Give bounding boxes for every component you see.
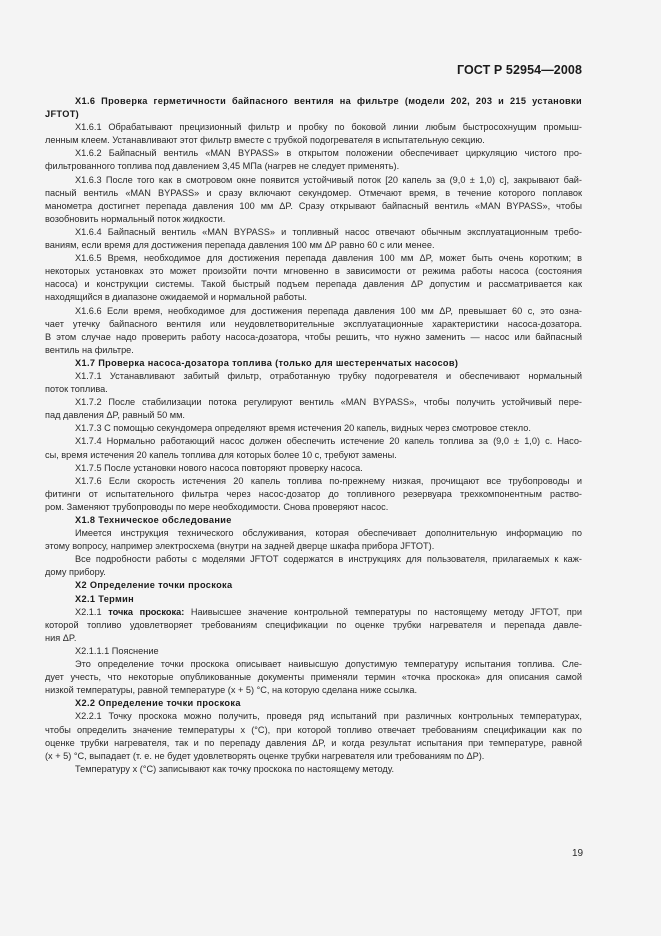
text-line: ния ΔP. bbox=[45, 632, 77, 643]
text-line: фильтрованного топлива под давлением 3,45 МПа (нагрев не следует применять). bbox=[45, 161, 400, 172]
section-heading-line: X2.2 Определение точки проскока bbox=[75, 698, 241, 709]
text-line: X2.1.1.1 Пояснение bbox=[75, 645, 159, 656]
text-line: дует учесть, что некоторые опубликованные документы применяли термин «точка проскока» для описания самой bbox=[45, 672, 582, 683]
text-line: X1.6.6 Если время, необходимое для достижения перепада давления 100 мм ΔP, превышает 60 с, это озна- bbox=[75, 305, 582, 316]
text-line: X1.7.5 После установки нового насоса повторяют проверку насоса. bbox=[75, 462, 363, 473]
text-line: ваниям, если время для достижения перепада давления 100 мм ΔP равно 60 с или менее. bbox=[45, 240, 435, 251]
text-line: поток топлива. bbox=[45, 384, 108, 395]
text-line: X1.7.3 С помощью секундомера определяют время истечения 20 капель, видных через смотровое стекло. bbox=[75, 423, 531, 434]
text-line: X1.6.3 После того как в смотровом окне появится устойчивый поток [20 капель за (9,0 ± 1,0) с], закрывают бай- bbox=[75, 174, 582, 185]
text-line: X1.6.5 Время, необходимое для достижения перепада давления 100 мм ΔP, может быть очень коротким; в bbox=[75, 253, 582, 264]
text-line: X2.2.1 Точку проскока можно получить, проведя ряд испытаний при различных контрольных температурах, bbox=[75, 711, 582, 722]
document-code-header: ГОСТ Р 52954—2008 bbox=[456, 63, 582, 77]
text-line: X1.7.4 Нормально работающий насос должен обеспечить истечение 20 капель топлива за (9,0 ± 1,0) с. Насо- bbox=[75, 436, 582, 447]
text-line: которой топливо удовлетворяет требованиям спецификации по оценке трубки нагревателя и перепада давле- bbox=[45, 619, 582, 630]
text-line: чает утечку байпасного вентиля или неудовлетворительные эксплуатационные характеристики насоса-дозатора. bbox=[45, 318, 582, 329]
text-line: X1.7.6 Если скорость истечения 20 капель топлива по-прежнему низкая, прочищают все трубопроводы и bbox=[75, 475, 582, 486]
text-line: фитинги от испытательного фильтра через насос-дозатор до топливного резервуара трехкомпонентным раство- bbox=[45, 488, 582, 499]
text-line: (x + 5) °С, выпадает (т. е. не будет удовлетворять оценке трубки нагревателя или требованиям по ΔP). bbox=[45, 750, 485, 761]
text-line: этому вопросу, например электросхема (внутри на задней дверце шкафа прибора JFTOT). bbox=[45, 541, 435, 552]
section-heading-line: X1.7 Проверка насоса-дозатора топлива (только для шестеренчатых насосов) bbox=[75, 357, 459, 368]
text-line: X1.7.2 После стабилизации потока регулируют вентиль «MAN BYPASS», чтобы получить устойчивый пере- bbox=[75, 397, 582, 408]
text-line: вентиль на фильтре. bbox=[45, 344, 134, 355]
section-heading-line: JFTOT) bbox=[45, 109, 80, 120]
text-line: X1.6.2 Байпасный вентиль «MAN BYPASS» в открытом положении обеспечивает циркуляцию чистого про- bbox=[75, 148, 582, 159]
text-line: сы, время истечения 20 капель топлива для которых более 10 с, требуют замены. bbox=[45, 449, 397, 460]
term-label: точка проскока: bbox=[108, 606, 185, 617]
text-line: оценке трубки нагревателя, так и по перепаду давления ΔP, и когда результат испытания при температуре, равной bbox=[45, 737, 582, 748]
text-line: низкой температуры, равной температуре (x + 5) °С, на которую сделана ниже ссылка. bbox=[45, 685, 418, 696]
text-line: некоторых установках это может произойти почти мгновенно в зависимости от режима работы насоса (состояния bbox=[45, 266, 582, 277]
text-line: возобновить нормальный поток жидкости. bbox=[45, 213, 226, 224]
text-line: ром. Заменяют трубопроводы по мере необходимости. Снова проверяют насос. bbox=[45, 501, 389, 512]
section-heading-line: X1.6 Проверка герметичности байпасного вентиля на фильтре (модели 202, 203 и 215 установки bbox=[75, 96, 582, 106]
text-line: Температуру x (°С) записывают как точку проскока по настоящему методу. bbox=[75, 763, 394, 774]
section-heading-line: X2 Определение точки проскока bbox=[75, 580, 233, 591]
text-line: X1.7.1 Устанавливают забитый фильтр, отработанную трубку подогревателя и обеспечивают нормальный bbox=[75, 370, 582, 381]
section-heading-line: X1.8 Техническое обследование bbox=[75, 515, 232, 525]
text-line: X1.6.1 Обрабатывают прецизионный фильтр и пробку по боковой линии любым быстросохнущим промыш- bbox=[75, 122, 582, 133]
text-line: В этом случае надо проверить работу насоса-дозатора, чтобы решить, что нужно заменить — насос или байпасный bbox=[45, 331, 582, 342]
text-line: манометра достигнет перепада давления 100 мм ΔP. Сразу открывают байпасный вентиль «MAN BYPASS», чтобы bbox=[45, 200, 582, 211]
text-line: дому прибору. bbox=[45, 567, 106, 578]
page-number: 19 bbox=[572, 848, 584, 859]
text-line: ленным клеем. Устанавливают этот фильтр вместе с трубкой подогревателя в испытательную секцию. bbox=[45, 135, 485, 146]
text-line: X2.1.1 точка проскока: Наивысшее значение контрольной температуры по настоящему методу JFTOT, при bbox=[75, 606, 582, 617]
text-line: пасный вентиль «MAN BYPASS» и сразу включают секундомер. Отмечают время, в течение которого поплавок bbox=[45, 187, 582, 198]
text-line: чтобы определить значение температуры x (°С), при которой топливо отвечает требованиям спецификации как по bbox=[45, 724, 582, 735]
text-line: находящийся в диапазоне ожидаемой и нормальной работы. bbox=[45, 292, 307, 303]
text-line: насоса) и конструкции системы. Такой быстрый подъем перепада давления ΔP допустим и рассматривается как bbox=[45, 279, 582, 290]
text-line: Это определение точки проскока описывает наивысшую допустимую температуру испытания топлива. Сле- bbox=[75, 659, 582, 670]
text-line: Имеется инструкция технического обслуживания, которая обеспечивает дополнительную информацию по bbox=[75, 528, 582, 539]
text-line: X1.6.4 Байпасный вентиль «MAN BYPASS» и топливный насос отвечают обычным эксплуатационным требо- bbox=[75, 226, 582, 237]
text-line: пад давления ΔP, равный 50 мм. bbox=[45, 410, 185, 421]
document-body bbox=[45, 95, 582, 776]
text-line: Все подробности работы с моделями JFTOT содержатся в инструкциях для пользователя, прилагаемых к каж- bbox=[75, 554, 582, 565]
section-heading-line: X2.1 Термин bbox=[75, 593, 135, 604]
